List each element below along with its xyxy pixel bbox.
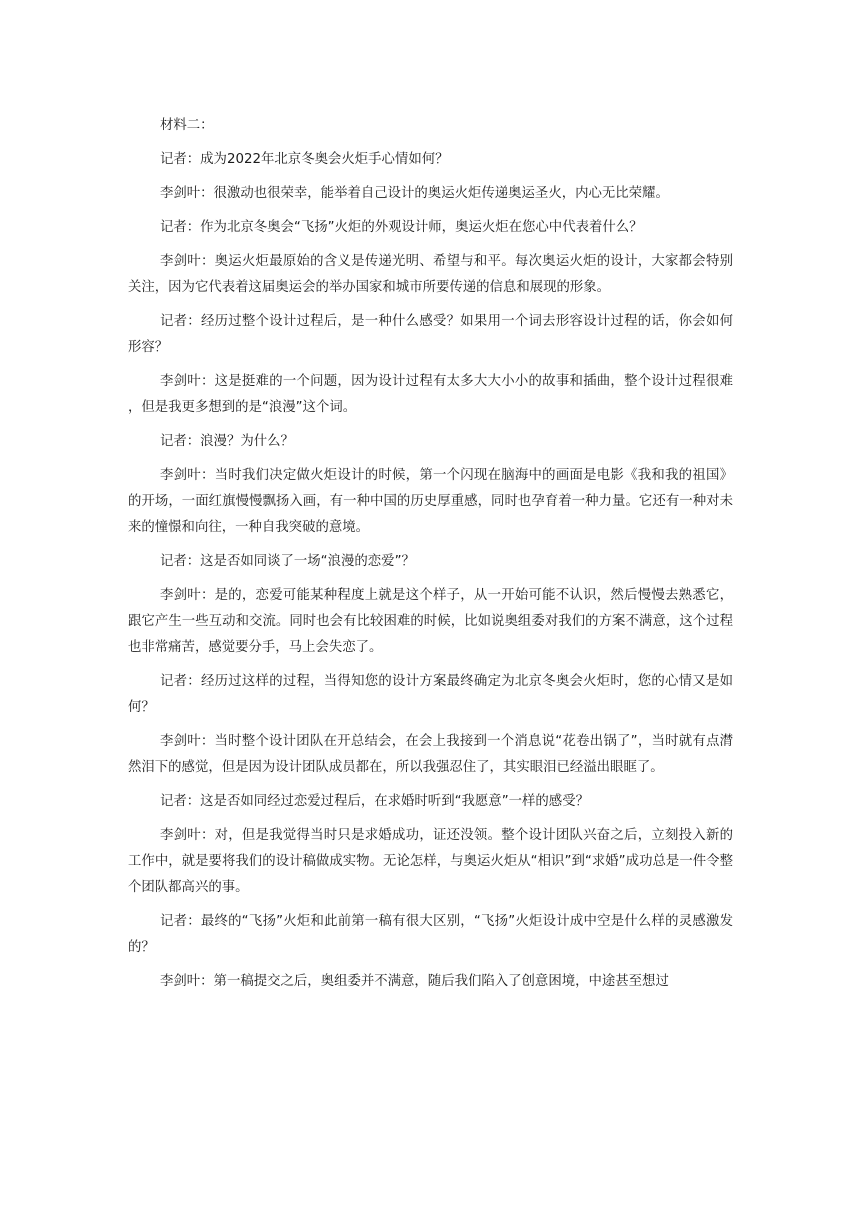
paragraph-3: 记者：作为北京冬奥会“飞扬”火炬的外观设计师，奥运火炬在您心中代表着什么？ <box>160 220 643 235</box>
paragraph-5: 记者：经历过整个设计过程后，是一种什么感受？如果用一个词去形容设计过程的话，你会如何形容？ <box>128 314 733 355</box>
paragraph-7: 记者：浪漫？为什么？ <box>160 434 294 449</box>
paragraph-14: 李剑叶：对，但是我觉得当时只是求婚成功，证还没领。整个设计团队兴奋之后，立刻投入新的工作中，就是要将我们的设计稿做成实物。无论怎样，与奥运火炬从“相识”到“求婚”成功总是一件令整个团队都高兴的事。 <box>128 828 733 895</box>
paragraph-11: 记者：经历过这样的过程，当得知您的设计方案最终确定为北京冬奥会火炬时，您的心情又是如何？ <box>128 674 733 715</box>
paragraph-9: 记者：这是否如同谈了一场“浪漫的恋爱”？ <box>160 554 415 569</box>
paragraph-15: 记者：最终的“飞扬”火炬和此前第一稿有很大区别，“飞扬”火炬设计成中空是什么样的灵感激发的？ <box>128 914 733 955</box>
paragraph-12: 李剑叶：当时整个设计团队在开总结会，在会上我接到一个消息说“花卷出锅了”，当时就有点潸然泪下的感觉，但是因为设计团队成员都在，所以我强忍住了，其实眼泪已经溢出眼眶了。 <box>128 734 733 775</box>
paragraph-8: 李剑叶：当时我们决定做火炬设计的时候，第一个闪现在脑海中的画面是电影《我和我的祖国》的开场，一面红旗慢慢飘扬入画，有一种中国的历史厚重感，同时也孕育着一种力量。它还有一种对未来的憧憬和向往，一种自我突破的意境。 <box>128 468 733 535</box>
paragraph-16: 李剑叶：第一稿提交之后，奥组委并不满意，随后我们陷入了创意困境，中途甚至想过 <box>160 974 669 989</box>
paragraph-6: 李剑叶：这是挺难的一个问题，因为设计过程有太多大大小小的故事和插曲，整个设计过程很难，但是我更多想到的是“浪漫”这个词。 <box>128 374 733 415</box>
document-body <box>128 113 733 995</box>
paragraph-2: 李剑叶：很激动也很荣幸，能举着自己设计的奥运火炬传递奥运圣火，内心无比荣耀。 <box>160 186 669 201</box>
paragraph-10: 李剑叶：是的，恋爱可能某种程度上就是这个样子，从一开始可能不认识，然后慢慢去熟悉它，跟它产生一些互动和交流。同时也会有比较困难的时候，比如说奥组委对我们的方案不满意，这个过程也非常痛苦，感觉要分手，马上会失恋了。 <box>128 588 733 655</box>
paragraph-13: 记者：这是否如同经过恋爱过程后，在求婚时听到“我愿意”一样的感受？ <box>160 794 589 809</box>
paragraph-4: 李剑叶：奥运火炬最原始的含义是传递光明、希望与和平。每次奥运火炬的设计，大家都会特别关注，因为它代表着这届奥运会的举办国家和城市所要传递的信息和展现的形象。 <box>128 254 733 295</box>
paragraph-1: 记者：成为2022年北京冬奥会火炬手心情如何？ <box>160 152 449 167</box>
section-heading: 材料二： <box>160 118 214 133</box>
